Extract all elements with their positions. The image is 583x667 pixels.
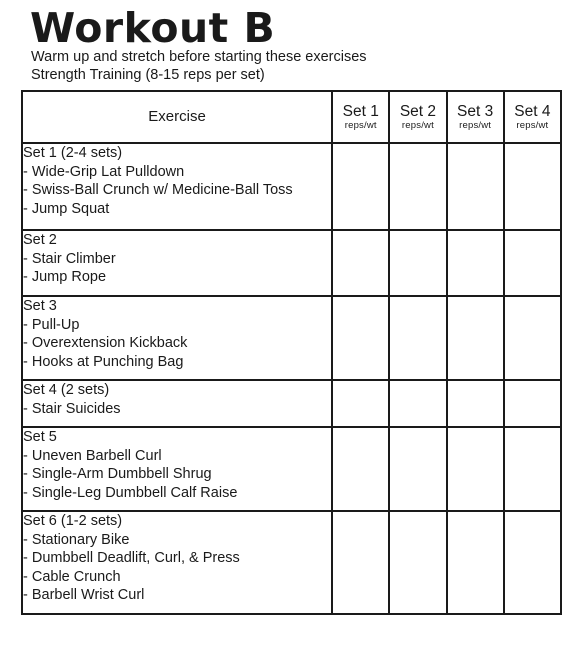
set-4-entry-cell[interactable] — [504, 143, 561, 230]
set-3-entry-cell[interactable] — [447, 296, 504, 380]
exercise-item: - Hooks at Punching Bag — [23, 353, 184, 370]
row-title: Set 5 — [23, 429, 57, 445]
set-4-entry-cell[interactable] — [504, 511, 561, 614]
table-row — [22, 380, 561, 427]
set-1-entry-cell[interactable] — [332, 296, 389, 380]
set-2-entry-cell[interactable] — [389, 296, 446, 380]
exercise-cell — [22, 143, 332, 230]
table-row — [22, 511, 561, 614]
table-row — [22, 143, 561, 230]
exercise-cell — [22, 511, 332, 614]
set-1-header — [332, 91, 389, 143]
exercise-item: - Stationary Bike — [23, 531, 130, 548]
exercise-item: - Cable Crunch — [23, 568, 121, 585]
exercise-item: - Wide-Grip Lat Pulldown — [23, 163, 185, 180]
set-1-entry-cell[interactable] — [332, 380, 389, 427]
header-row — [22, 91, 561, 143]
set-2-entry-cell[interactable] — [389, 230, 446, 296]
exercise-item: - Stair Suicides — [23, 400, 121, 417]
set-1-entry-cell[interactable] — [332, 511, 389, 614]
subtitle-strength: Strength Training (8-15 reps per set) — [31, 67, 265, 83]
exercise-item: - Single-Arm Dumbbell Shrug — [23, 466, 212, 482]
page-title: Workout B — [30, 4, 276, 52]
set-1-entry-cell[interactable] — [332, 143, 389, 230]
table-row — [22, 296, 561, 380]
set-4-entry-cell[interactable] — [504, 380, 561, 427]
set-4-label: Set 4 — [514, 102, 551, 120]
subtitle-warmup: Warm up and stretch before starting these exercises — [31, 49, 367, 65]
set-4-entry-cell[interactable] — [504, 296, 561, 380]
exercise-header-label: Exercise — [148, 108, 206, 125]
set-3-label: Set 3 — [457, 102, 494, 120]
set-3-entry-cell[interactable] — [447, 427, 504, 511]
workout-table — [21, 90, 562, 615]
exercise-item: - Jump Rope — [23, 269, 107, 285]
set-4-header — [504, 91, 561, 143]
exercise-cell — [22, 427, 332, 511]
exercise-item: - Barbell Wrist Curl — [23, 587, 145, 603]
row-title: Set 4 (2 sets) — [23, 382, 110, 398]
exercise-cell — [22, 230, 332, 296]
set-2-label: Set 2 — [399, 102, 437, 120]
set-4-sub: reps/wt — [516, 119, 549, 131]
set-3-entry-cell[interactable] — [447, 511, 504, 614]
set-4-entry-cell[interactable] — [504, 427, 561, 511]
set-2-entry-cell[interactable] — [389, 380, 446, 427]
table-row — [22, 427, 561, 511]
row-title: Set 2 — [23, 232, 57, 248]
set-1-sub: reps/wt — [344, 119, 377, 131]
exercise-item: - Stair Climber — [23, 250, 116, 267]
exercise-cell — [22, 380, 332, 427]
set-1-label: Set 1 — [342, 102, 379, 120]
table-row — [22, 230, 561, 296]
set-3-sub: reps/wt — [459, 119, 492, 131]
set-2-sub: reps/wt — [401, 119, 434, 131]
exercise-item: - Jump Squat — [23, 200, 110, 217]
set-3-entry-cell[interactable] — [447, 380, 504, 427]
set-2-header — [389, 91, 446, 143]
exercise-cell — [22, 296, 332, 380]
exercise-item: - Swiss-Ball Crunch w/ Medicine-Ball Toss — [23, 182, 293, 198]
row-title: Set 3 — [23, 298, 57, 314]
exercise-item: - Overextension Kickback — [23, 335, 188, 351]
row-title: Set 1 (2-4 sets) — [23, 145, 123, 161]
set-4-entry-cell[interactable] — [504, 230, 561, 296]
set-3-header — [447, 91, 504, 143]
set-2-entry-cell[interactable] — [389, 143, 446, 230]
set-1-entry-cell[interactable] — [332, 230, 389, 296]
row-title: Set 6 (1-2 sets) — [23, 513, 123, 529]
set-2-entry-cell[interactable] — [389, 511, 446, 614]
exercise-header — [22, 91, 332, 143]
set-2-entry-cell[interactable] — [389, 427, 446, 511]
set-3-entry-cell[interactable] — [447, 230, 504, 296]
exercise-item: - Uneven Barbell Curl — [23, 447, 162, 464]
set-1-entry-cell[interactable] — [332, 427, 389, 511]
exercise-item: - Pull-Up — [23, 316, 80, 333]
exercise-item: - Dumbbell Deadlift, Curl, & Press — [23, 550, 240, 566]
set-3-entry-cell[interactable] — [447, 143, 504, 230]
exercise-item: - Single-Leg Dumbbell Calf Raise — [23, 484, 238, 501]
